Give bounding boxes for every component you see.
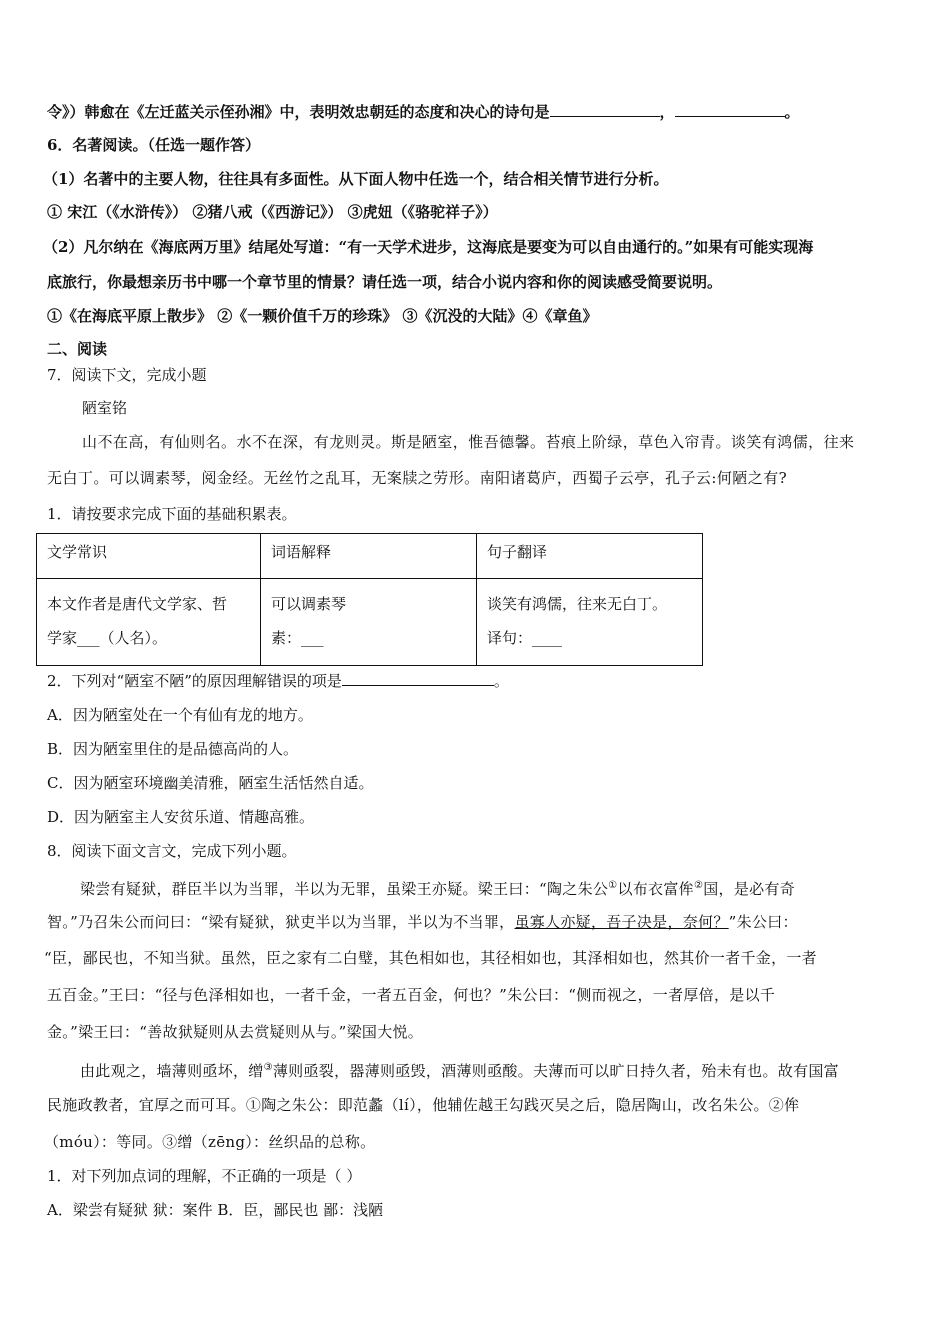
cell-line: 谈笑有鸿儒，往来无白丁。 [487,595,668,613]
footnote-mark: ② [693,880,704,891]
text-run: ”朱公曰： [728,913,798,931]
q5-text: 令》）韩愈在《左迁蓝关示侄孙湘》中，表明效忠朝廷的态度和决心的诗句是 [47,103,550,121]
q7-1: 1．请按要求完成下面的基础积累表。 [47,505,297,523]
answer-blank-1[interactable] [550,101,660,117]
q6-part1: （1）名著中的主要人物，往往具有多面性。从下面人物中任选一个，结合相关情节进行分析。 [43,170,669,188]
q6-part2-line2: 底旅行，你最想亲历书中哪一个章节里的情景？请任选一项，结合小说内容和你的阅读感受简要说明。 [47,273,723,291]
q7-title: 7．阅读下文，完成小题 [47,366,207,384]
text-p2-line1 [80,1057,839,1082]
cell-line-blank[interactable]: 译句：____ [487,629,563,647]
text-run: 梁尝有疑狱，群臣半以为当罪，半以为无罪，虽梁王亦疑。梁王曰：“陶之朱公 [80,880,609,898]
text-p2-line2: 民施政教者，宜厚之而可耳。①陶之朱公：即范蠡（lí），他辅佐越王勾践灭吴之后，隐居陶山，改名朱公。②侔 [47,1096,800,1114]
q6-part2-line1: （2）凡尔纳在《海底两万里》结尾处写道：“有一天学术进步，这海底是要变为可以自由通行的。”如果有可能实现海 [43,238,814,256]
table-header-cell: 词语解释 [261,534,477,579]
text-run: 以布衣富侔 [617,880,694,898]
table-header-row [37,534,703,579]
q7-2 [47,670,509,692]
text-p1-line5: 金。”梁王曰：“善故狱疑则从去赏疑则从与。”梁国大悦。 [47,1023,424,1041]
text-run: 智。”乃召朱公而问曰：“梁有疑狱，狱吏半以为当罪，半以为不当罪， [47,913,515,931]
option-b[interactable]: B．因为陋室里住的是品德高尚的人。 [47,740,299,758]
cell-line-blank[interactable]: 素：___ [271,629,324,647]
poem-title: 陋室铭 [82,399,128,417]
table-header-cell: 句子翻译 [477,534,703,579]
option-c[interactable]: C．因为陋室环境幽美清雅，陋室生活恬然自适。 [47,774,374,792]
q5-end: 。 [784,103,800,121]
cell-line-blank[interactable]: 学家___（人名）。 [47,629,168,647]
underlined-sentence: 虽寡人亦疑，吾子决是，奈何？ [514,913,729,931]
cell-line: 本文作者是唐代文学家、哲 [47,595,228,613]
footnote-mark: ③ [263,1062,273,1073]
option-d[interactable]: D．因为陋室主人安贫乐道、情趣高雅。 [47,808,315,826]
q6-part2-options: ①《在海底平原上散步》 ②《一颗价值千万的珍珠》 ③《沉没的大陆》④《章鱼》 [47,307,598,325]
text-run: 由此观之，墙薄则亟坏，缯 [80,1062,264,1080]
q6-part1-options: ① 宋江（《水浒传》） ②猪八戒（《西游记》） ③虎妞（《骆驼祥子》） [47,203,498,221]
q8-1-options[interactable]: A．梁尝有疑狱 狱：案件 B．臣，鄙民也 鄙：浅陋 [47,1201,384,1219]
table-row [37,579,703,666]
q6-title: 6．名著阅读。（任选一题作答） [47,136,260,154]
text-p2-line3: （móu）：等同。③缯（zēng）：丝织品的总称。 [44,1133,376,1151]
q5-tail [47,101,800,123]
answer-blank-3[interactable] [342,670,494,686]
text-p1-line2 [47,911,798,933]
text-p1-line3: “臣，鄙民也，不知当狱。虽然，臣之家有二白璧，其色相如也，其径相如也，其泽相如也，然其价一者千金，一者 [44,949,817,967]
q8-title: 8．阅读下面文言文，完成下列小题。 [47,842,297,860]
q5-comma: ， [659,103,675,121]
text-p1-line4: 五百金。”王曰：“径与色泽相如也，一者千金，一者五百金，何也？”朱公曰：“侧而视之，一者厚倍，是以千 [47,986,776,1004]
poem-line1: 山不在高，有仙则名。水不在深，有龙则灵。斯是陋室，惟吾德馨。苔痕上阶绿，草色入帘青。谈笑有鸿儒，往来 [82,433,855,451]
table-cell [37,579,261,666]
table-cell [261,579,477,666]
table-header-cell: 文学常识 [37,534,261,579]
footnote-mark: ① [608,880,618,891]
q7-2-text: 2．下列对“陋室不陋”的原因理解错误的项是 [47,672,342,690]
text-run: 国，是必有奇 [703,880,796,898]
poem-line2: 无白丁。可以调素琴，阅金经。无丝竹之乱耳，无案牍之劳形。南阳诸葛庐，西蜀子云亭，孔子云:何陋之有? [47,469,788,487]
cell-line: 可以调素琴 [271,595,347,613]
option-a[interactable]: A．因为陋室处在一个有仙有龙的地方。 [47,706,313,724]
q7-2-end: 。 [493,672,509,690]
answer-blank-2[interactable] [675,101,785,117]
table-cell [477,579,703,666]
text-run: 薄则亟裂，器薄则亟毁，酒薄则亟酸。夫薄而可以旷日持久者，殆未有也。故有国富 [272,1062,839,1080]
text-p1-line1 [80,875,795,900]
q8-1: 1．对下列加点词的理解，不正确的一项是（ ） [47,1167,362,1185]
accumulation-table [36,533,703,666]
section-heading: 二、阅读 [47,340,108,358]
